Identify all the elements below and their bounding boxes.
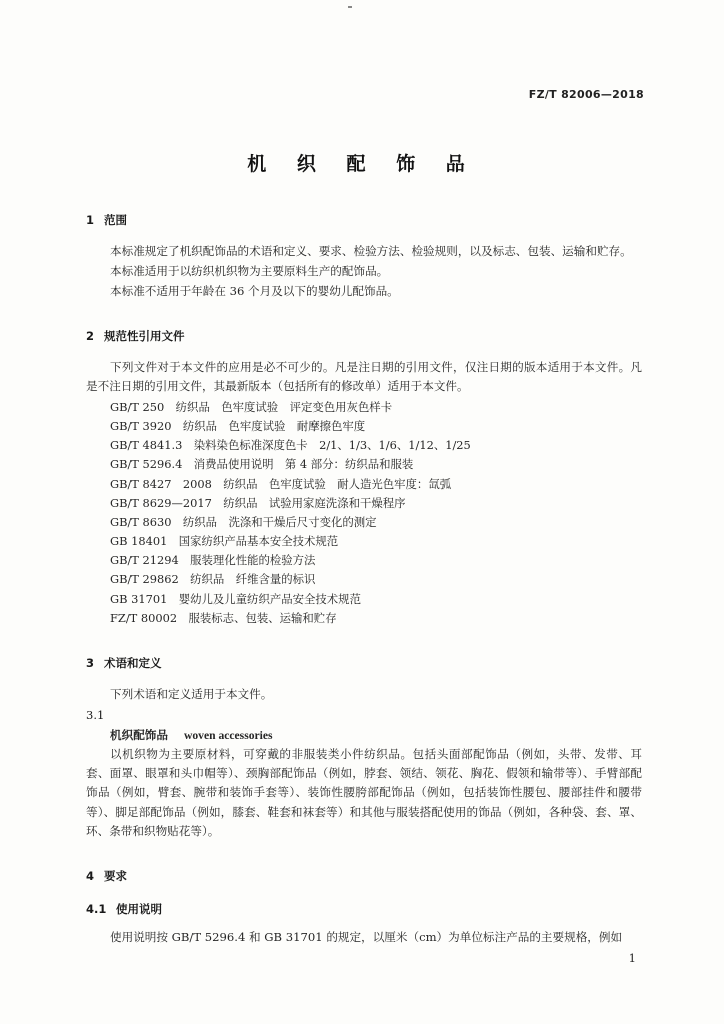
terms-intro: 下列术语和定义适用于本文件。 [110,687,273,701]
clause-number: 3.1 [86,708,105,722]
normative-intro-paragraph: 下列文件对于本文件的应用是必不可少的。凡是注日期的引用文件，仅注日期的版本适用于本文件。凡是不注日期的引用文件，其最新版本（包括所有的修改单）适用于本文件。 [86,360,642,394]
scan-mark [348,6,352,8]
document-title: 机 织 配 饰 品 [247,153,477,175]
section-heading-terms [86,655,162,671]
section-title: 规范性引用文件 [104,329,185,343]
reference-item: GB 31701 婴幼儿及儿童纺织产品安全技术规范 [110,591,361,606]
reference-list [110,398,471,628]
reference-item: GB/T 29862 纺织品 纤维含量的标识 [110,572,316,587]
reference-item: GB/T 3920 纺织品 色牢度试验 耐摩擦色牢度 [110,419,366,434]
scope-line-2: 本标准适用于以纺织机织物为主要原料生产的配饰品。 [110,264,389,278]
scope-line-3: 本标准不适用于年龄在 36 个月及以下的婴幼儿配饰品。 [110,284,399,298]
section-title: 术语和定义 [104,656,162,670]
subsection-heading-instructions [86,901,162,917]
section-heading-requirements [86,868,127,884]
scope-line-1: 本标准规定了机织配饰品的术语和定义、要求、检验方法、检验规则，以及标志、包装、运输和贮存。 [110,244,632,258]
section-number: 1 [86,213,95,227]
reference-item: GB 18401 国家纺织产品基本安全技术规范 [110,534,339,549]
reference-item: GB/T 8629—2017 纺织品 试验用家庭洗涤和干燥程序 [110,495,406,510]
reference-item: GB/T 21294 服装理化性能的检验方法 [110,553,316,568]
subsection-title: 使用说明 [116,902,162,916]
page-number: 1 [628,951,636,965]
standard-number: FZ/T 82006—2018 [528,88,644,101]
reference-item: GB/T 8427 2008 纺织品 色牢度试验 耐人造光色牢度：氙弧 [110,476,452,491]
reference-item: GB/T 4841.3 染料染色标准深度色卡 2/1、1/3、1/6、1/12、1/25 [110,438,471,453]
term-definition: 以机织物为主要原材料，可穿戴的非服装类小件纺织品。包括头面部配饰品（例如，头带、发带、耳套、面罩、眼罩和头巾帽等）、颈胸部配饰品（例如，脖套、领结、领花、胸花、假领和输带等）、手臂部配饰品（例如，臂套、腕带和装饰手套等）、装饰性腰胯部配饰品（例如，包括装饰性腰包、腰部挂件和腰带等）、脚足部配饰品（例如，膝套、鞋套和袜套等）和其他与服装搭配使用的饰品（例如，各种袋、套、罩、环、条带和织物贴花等）。 [86,747,642,838]
subsection-number: 4.1 [86,902,107,916]
section-number: 3 [86,656,95,670]
reference-item: GB/T 5296.4 消费品使用说明 第 4 部分：纺织品和服装 [110,457,414,472]
reference-item: GB/T 250 纺织品 色牢度试验 评定变色用灰色样卡 [110,400,393,414]
term-heading [110,727,273,743]
section-title: 要求 [104,869,127,883]
reference-item: GB/T 8630 纺织品 洗涤和干燥后尺寸变化的测定 [110,514,377,529]
term-english: woven accessories [183,729,273,742]
requirements-text: 使用说明按 GB/T 5296.4 和 GB 31701 的规定，以厘米（cm）为单位标注产品的主要规格，例如 [110,930,623,944]
term-chinese: 机织配饰品 [110,728,168,742]
section-heading-normative-references [86,328,185,344]
section-number: 2 [86,329,95,343]
reference-item: FZ/T 80002 服装标志、包装、运输和贮存 [110,610,337,625]
section-number: 4 [86,869,95,883]
section-heading-scope [86,212,127,228]
section-title: 范围 [104,213,127,227]
